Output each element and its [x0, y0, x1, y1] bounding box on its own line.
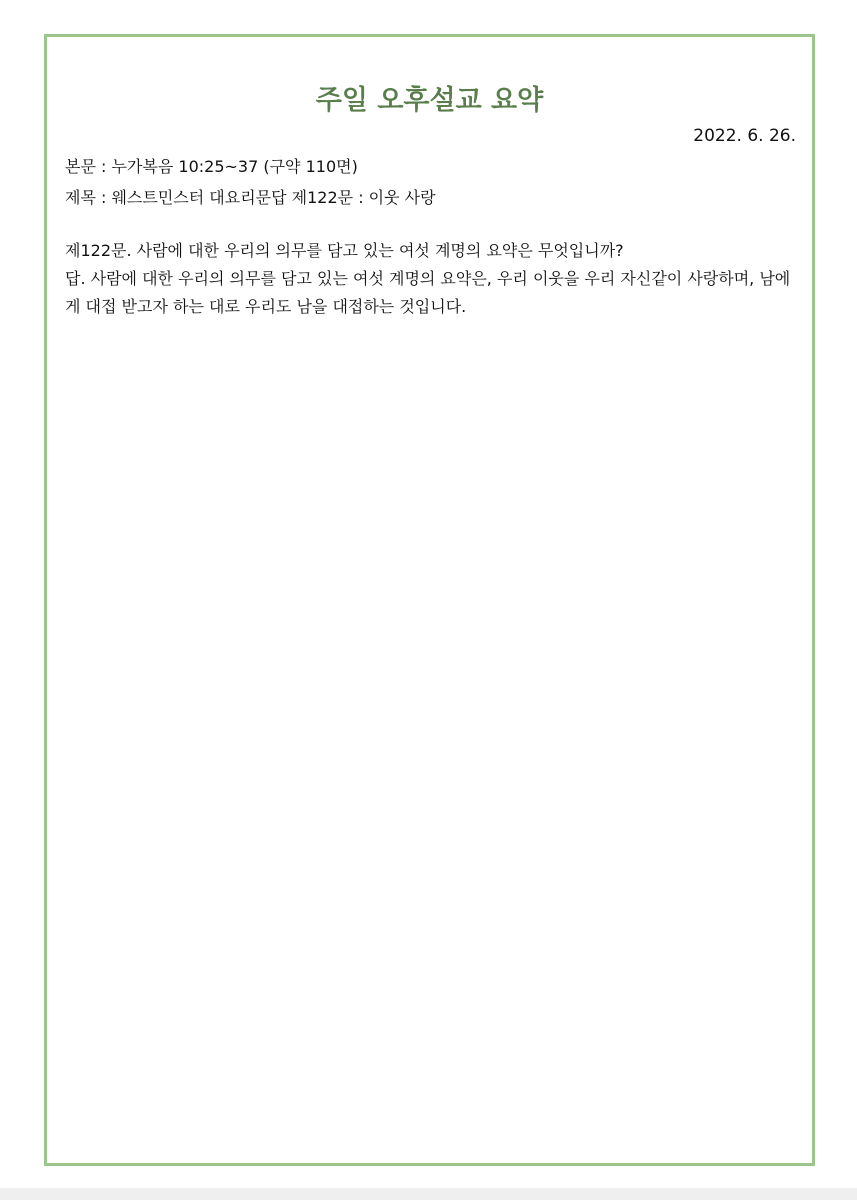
sermon-subject: 제목 : 웨스트민스터 대요리문답 제122문 : 이웃 사랑: [65, 188, 436, 207]
catechism-answer: 답. 사람에 대한 우리의 의무를 담고 있는 여섯 계명의 요약은, 우리 이웃을 우리 자신같이 사랑하며, 남에게 대접 받고자 하는 대로 우리도 남을 대접하는 것입니다.: [65, 269, 791, 316]
sermon-date: 2022. 6. 26.: [693, 126, 796, 146]
sermon-body: [65, 237, 805, 321]
page-frame: [44, 34, 815, 1166]
page-title: 주일 오후설교 요약: [315, 85, 544, 116]
page-bottom-edge: [0, 1188, 857, 1200]
sermon-meta: [65, 151, 436, 213]
catechism-question: 제122문. 사람에 대한 우리의 의무를 담고 있는 여섯 계명의 요약은 무엇입니까?: [65, 241, 624, 260]
scripture-reference: 본문 : 누가복음 10:25~37 (구약 110면): [65, 157, 358, 176]
